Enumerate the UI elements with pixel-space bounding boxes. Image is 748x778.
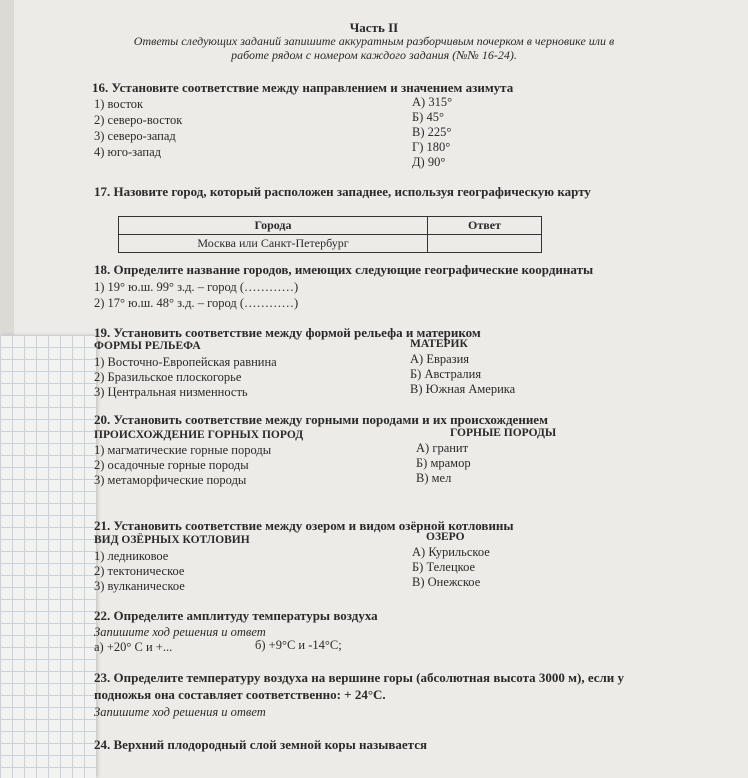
part-title: Часть II (349, 20, 399, 35)
q18-line-1: 1) 19° ю.ш. 99° з.д. – город (…………) (94, 280, 299, 294)
q23-line-2: подножья она составляет соответственно: + 24°С. (94, 687, 386, 702)
q21-right-header: ОЗЕРО (426, 531, 465, 543)
q16-left-2: 2) северо-восток (94, 113, 183, 127)
instructions-line-2: работе рядом с номером каждого задания (№№ 16-24). (231, 48, 517, 62)
q19-left-3: 3) Центральная низменность (94, 385, 248, 399)
q21-title: 21. Установить соответствие между озером и видом озёрной котловины (94, 518, 514, 533)
q16-right-a: А) 315° (412, 95, 453, 109)
q19-left-2: 2) Бразильское плоскогорье (94, 370, 242, 384)
q16-right-e: Д) 90° (412, 155, 446, 169)
q22-option-a: а) +20° С и +... (94, 640, 173, 654)
answer-cell[interactable] (428, 235, 542, 253)
graph-paper-sheet (0, 335, 96, 778)
instructions-line-1: Ответы следующих заданий запишите аккуратным разборчивым почерком в черновике или в (133, 34, 615, 48)
q22-instruction: Запишите ход решения и ответ (94, 625, 266, 639)
q23-instruction: Запишите ход решения и ответ (94, 705, 266, 719)
q21-left-1: 1) ледниковое (94, 549, 169, 563)
answer-col-header: Ответ (428, 217, 542, 235)
q19-right-header: МАТЕРИК (410, 338, 468, 350)
q16-left-3: 3) северо-запад (94, 129, 176, 143)
q19-left-header: ФОРМЫ РЕЛЬЕФА (94, 340, 201, 352)
cities-table (118, 216, 542, 253)
q21-left-header: ВИД ОЗЁРНЫХ КОТЛОВИН (94, 534, 250, 546)
cities-col-header: Города (119, 217, 428, 235)
q20-title: 20. Установить соответствие между горными породами и их происхождением (94, 412, 548, 427)
q22-option-b: б) +9°С и -14°С; (255, 638, 342, 652)
q16-left-4: 4) юго-запад (94, 145, 162, 159)
q20-right-c: В) мел (416, 471, 452, 485)
q21-left-3: 3) вулканическое (94, 579, 185, 593)
q16-title: 16. Установите соответствие между направлением и значением азимута (92, 80, 514, 95)
q20-left-2: 2) осадочные горные породы (94, 458, 249, 472)
q18-title: 18. Определите название городов, имеющих следующие географические координаты (94, 262, 594, 277)
q20-left-header: ПРОИСХОЖДЕНИЕ ГОРНЫХ ПОРОД (94, 429, 304, 441)
q20-right-b: Б) мрамор (416, 456, 471, 470)
q18-line-2: 2) 17° ю.ш. 48° з.д. – город (…………) (94, 296, 299, 310)
q20-left-3: 3) метаморфические породы (94, 473, 247, 487)
q20-left-1: 1) магматические горные породы (94, 443, 272, 457)
q21-left-2: 2) тектоническое (94, 564, 185, 578)
q21-right-b: Б) Телецкое (412, 560, 476, 574)
q19-right-a: А) Евразия (410, 352, 470, 366)
q16-right-d: Г) 180° (412, 140, 451, 154)
q22-title: 22. Определите амплитуду температуры воздуха (94, 608, 378, 623)
q23-line-1: 23. Определите температуру воздуха на вершине горы (абсолютная высота 3000 м), если у (94, 670, 625, 685)
q17-title: 17. Назовите город, который расположен западнее, используя географическую карту (94, 184, 591, 199)
cities-cell: Москва или Санкт-Петербург (119, 235, 428, 253)
q21-right-c: В) Онежское (412, 575, 481, 589)
q24-title: 24. Верхний плодородный слой земной коры называется (94, 737, 428, 752)
q16-right-c: В) 225° (412, 125, 452, 139)
q16-left-1: 1) восток (94, 97, 144, 111)
q20-right-a: А) гранит (416, 441, 469, 455)
q16-right-b: Б) 45° (412, 110, 444, 124)
q19-right-b: Б) Австралия (410, 367, 482, 381)
q19-right-c: В) Южная Америка (410, 382, 516, 396)
q19-left-1: 1) Восточно-Европейская равнина (94, 355, 277, 369)
q20-right-header: ГОРНЫЕ ПОРОДЫ (450, 427, 557, 439)
q19-title: 19. Установить соответствие между формой рельефа и материком (94, 325, 481, 340)
q21-right-a: А) Курильское (412, 545, 490, 559)
